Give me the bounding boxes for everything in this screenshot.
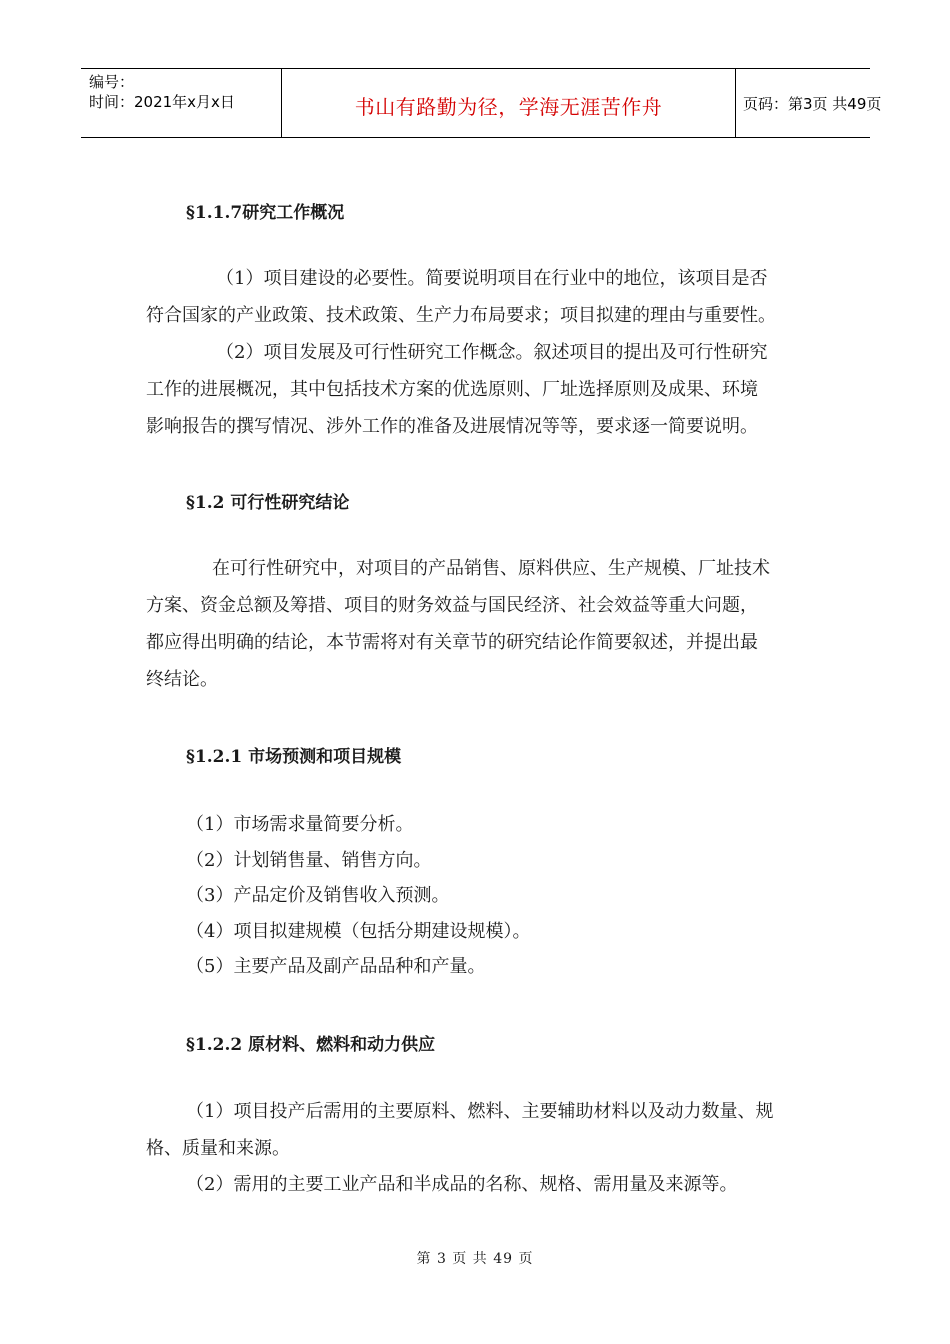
section-heading-1-2-1: §1.2.1 市场预测和项目规模 <box>186 747 402 767</box>
header-motto-cell <box>281 69 736 137</box>
list-item: （3）产品定价及销售收入预测。 <box>186 885 450 906</box>
paragraph-line: （1）项目投产后需用的主要原料、燃料、主要辅助材料以及动力数量、规 <box>186 1101 774 1122</box>
document-code-label: 编号： <box>89 73 135 91</box>
section-heading-1-2: §1.2 可行性研究结论 <box>186 493 350 513</box>
paragraph-line: 格、质量和来源。 <box>146 1138 290 1159</box>
paragraph-line: （2）项目发展及可行性研究工作概念。叙述项目的提出及可行性研究 <box>216 342 768 363</box>
paragraph-line: 终结论。 <box>146 669 218 690</box>
paragraph-line: （1）项目建设的必要性。简要说明项目在行业中的地位，该项目是否 <box>216 268 768 289</box>
market-list <box>186 807 530 985</box>
section-heading-1-1-7: §1.1.7研究工作概况 <box>186 203 345 223</box>
paragraph-necessity <box>146 260 826 334</box>
list-item: （4）项目拟建规模（包括分期建设规模）。 <box>186 920 531 942</box>
paragraph-line: 符合国家的产业政策、技术政策、生产力布局要求；项目拟建的理由与重要性。 <box>146 305 776 326</box>
paragraph-line: 工作的进展概况，其中包括技术方案的优选原则、厂址选择原则及成果、环境 <box>146 379 758 400</box>
section-heading-1-2-2: §1.2.2 原材料、燃料和动力供应 <box>186 1035 436 1055</box>
paragraph-line: 在可行性研究中，对项目的产品销售、原料供应、生产规模、厂址技术 <box>212 558 770 579</box>
paragraph-line: 方案、资金总额及筹措、项目的财务效益与国民经济、社会效益等重大问题， <box>146 595 758 616</box>
list-item: （1）市场需求量简要分析。 <box>186 814 414 835</box>
header-page-code: 页码：第3页 共49页 <box>743 95 882 113</box>
header-right-cell <box>735 69 882 137</box>
paragraph-development <box>146 334 826 445</box>
paragraph-products <box>146 1166 826 1203</box>
paragraph-line: 都应得出明确的结论，本节需将对有关章节的研究结论作简要叙述，并提出最 <box>146 632 758 653</box>
paragraph-materials <box>146 1093 826 1167</box>
paragraph-line: 影响报告的撰写情况、涉外工作的准备及进展情况等等，要求逐一简要说明。 <box>146 416 758 437</box>
header-motto: 书山有路勤为径，学海无涯苦作舟 <box>354 95 663 119</box>
list-item: （5）主要产品及副产品品种和产量。 <box>186 956 486 977</box>
page-footer: 第 3 页 共 49 页 <box>416 1251 534 1267</box>
header-left-cell <box>81 69 281 137</box>
list-item: （2）计划销售量、销售方向。 <box>186 849 432 871</box>
document-header <box>81 68 882 138</box>
paragraph-conclusion <box>146 550 826 698</box>
document-date: 时间：2021年x月x日 <box>89 93 235 111</box>
paragraph-line: （2）需用的主要工业产品和半成品的名称、规格、需用量及来源等。 <box>186 1174 738 1195</box>
